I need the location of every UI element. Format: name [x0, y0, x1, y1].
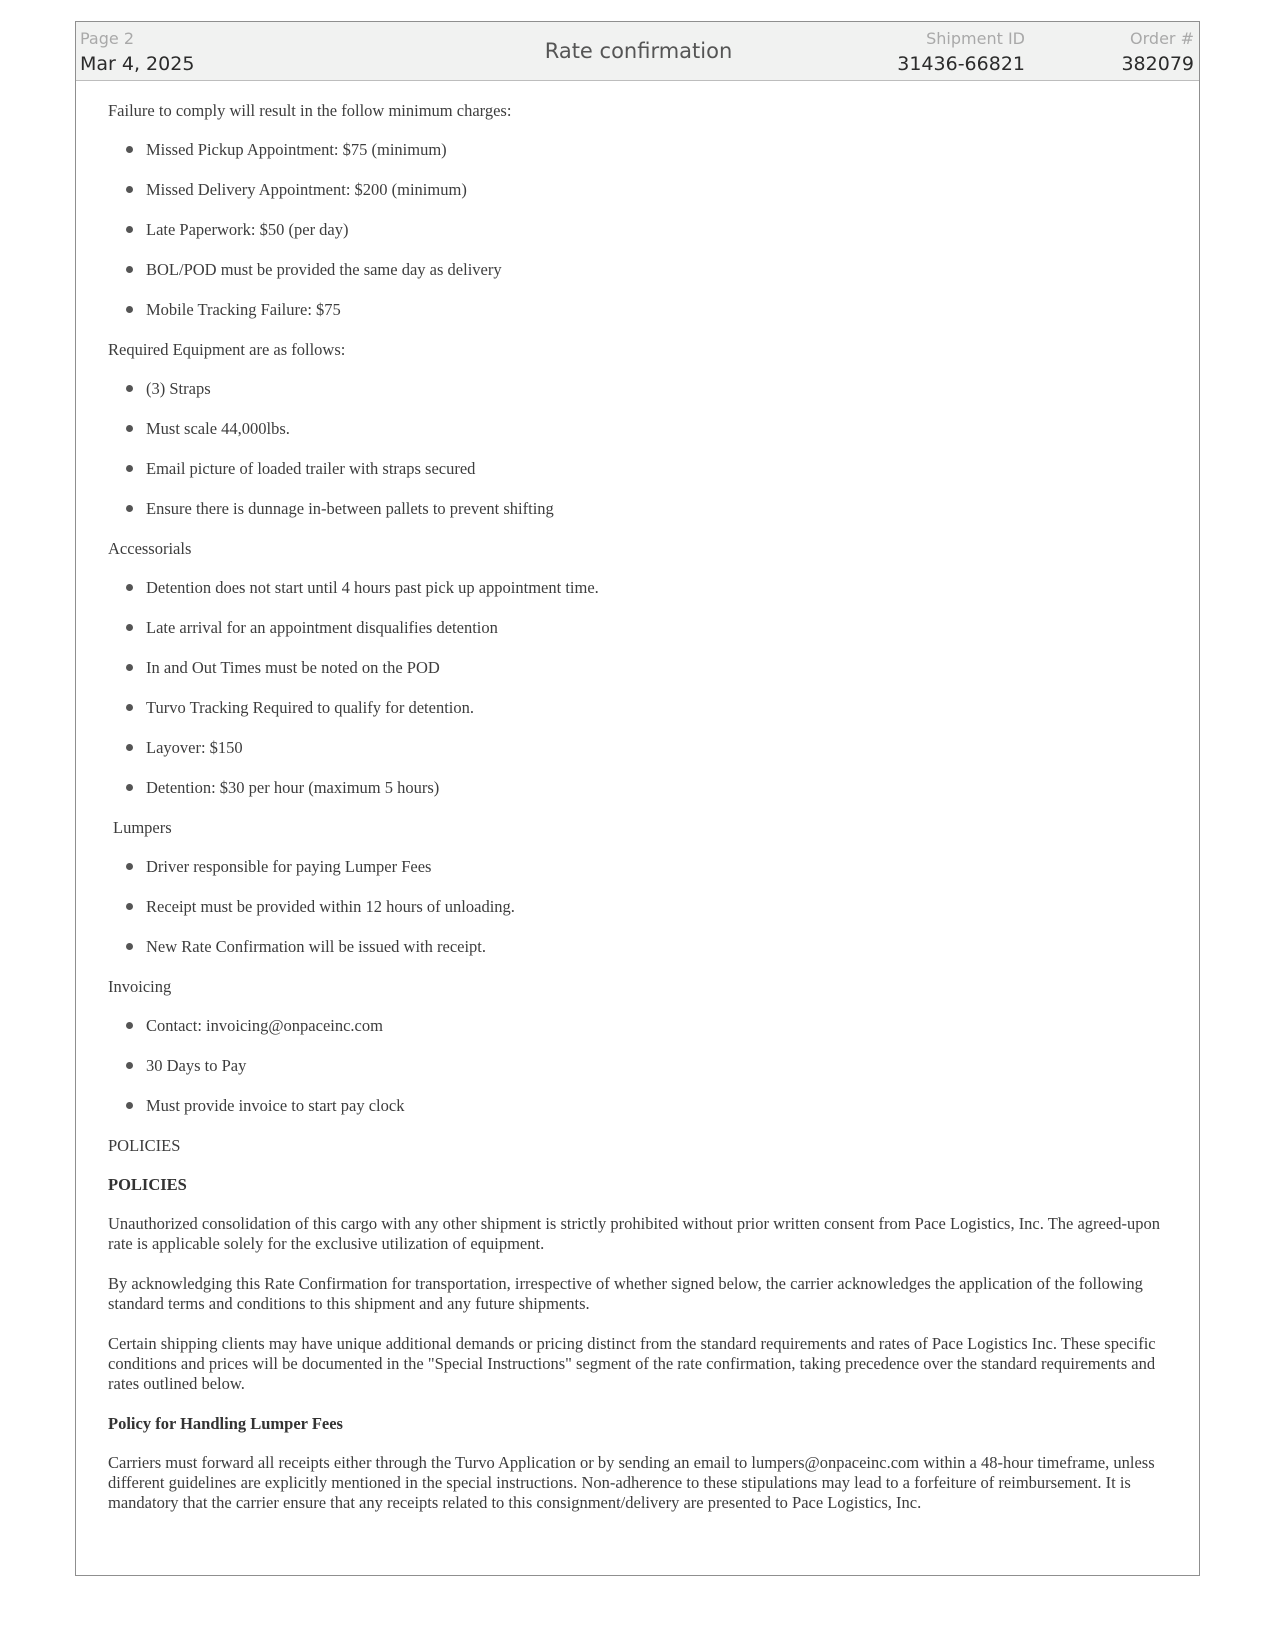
list-item: Driver responsible for paying Lumper Fees — [108, 857, 1178, 877]
document-date: Mar 4, 2025 — [80, 53, 195, 75]
equipment-intro: Required Equipment are as follows: — [108, 340, 346, 359]
policies-label: POLICIES — [108, 1136, 181, 1155]
list-item: Missed Delivery Appointment: $200 (minimum) — [108, 180, 1178, 200]
page-header — [76, 22, 1199, 81]
invoicing-list — [108, 1016, 1178, 1116]
list-item: Turvo Tracking Required to qualify for detention. — [108, 698, 1178, 718]
list-item: 30 Days to Pay — [108, 1056, 1178, 1076]
list-item: Detention: $30 per hour (maximum 5 hours) — [108, 778, 1178, 798]
list-item: Must provide invoice to start pay clock — [108, 1096, 1178, 1116]
charges-list — [108, 140, 1178, 320]
policy-paragraph: Unauthorized consolidation of this cargo with any other shipment is strictly prohibited without prior written consent from Pace Logistics, Inc. The agreed-upon rate is applicable solely for the exclusive utilization of equipment. — [108, 1214, 1160, 1253]
invoicing-heading: Invoicing — [108, 977, 172, 996]
lumper-policy-heading: Policy for Handling Lumper Fees — [108, 1414, 343, 1433]
policy-paragraph: Certain shipping clients may have unique additional demands or pricing distinct from the standard requirements and rates of Pace Logistics Inc. These specific conditions and prices will be documented in the "Special Instructions" segment of the rate confirmation, taking precedence over the standard requirements and rates outlined below. — [108, 1334, 1156, 1393]
list-item: Late arrival for an appointment disqualifies detention — [108, 618, 1178, 638]
equipment-list — [108, 379, 1178, 519]
page-number-label: Page 2 — [80, 29, 134, 48]
order-number-label: Order # — [1130, 29, 1194, 48]
list-item: New Rate Confirmation will be issued with receipt. — [108, 937, 1178, 957]
list-item: BOL/POD must be provided the same day as delivery — [108, 260, 1178, 280]
lumper-policy-paragraph: Carriers must forward all receipts either through the Turvo Application or by sending an email to lumpers@onpaceinc.com within a 48-hour timeframe, unless different guidelines are explicitly mentioned in the special instructions. Non-adherence to these stipulations may lead to a forfeiture of reimbursement. It is mandatory that the carrier ensure that any receipts related to this consignment/delivery are presented to Pace Logistics, Inc. — [108, 1453, 1155, 1512]
list-item: Receipt must be provided within 12 hours of unloading. — [108, 897, 1178, 917]
list-item: Detention does not start until 4 hours past pick up appointment time. — [108, 578, 1178, 598]
policies-heading: POLICIES — [108, 1175, 187, 1194]
list-item: Email picture of loaded trailer with straps secured — [108, 459, 1178, 479]
list-item: Contact: invoicing@onpaceinc.com — [108, 1016, 1178, 1036]
policy-paragraph: By acknowledging this Rate Confirmation for transportation, irrespective of whether signed below, the carrier acknowledges the application of the following standard terms and conditions to this shipment and any future shipments. — [108, 1274, 1143, 1313]
list-item: Missed Pickup Appointment: $75 (minimum) — [108, 140, 1178, 160]
document-page — [75, 21, 1200, 1576]
charges-intro: Failure to comply will result in the follow minimum charges: — [108, 101, 512, 120]
list-item: In and Out Times must be noted on the POD — [108, 658, 1178, 678]
shipment-id-value: 31436-66821 — [897, 53, 1025, 75]
list-item: Layover: $150 — [108, 738, 1178, 758]
list-item: (3) Straps — [108, 379, 1178, 399]
list-item: Late Paperwork: $50 (per day) — [108, 220, 1178, 240]
lumpers-list — [108, 857, 1178, 957]
order-number-value: 382079 — [1121, 53, 1194, 75]
lumpers-heading: Lumpers — [113, 818, 172, 837]
document-body — [108, 101, 1178, 1533]
shipment-id-label: Shipment ID — [926, 29, 1025, 48]
accessorials-heading: Accessorials — [108, 539, 192, 558]
list-item: Ensure there is dunnage in-between pallets to prevent shifting — [108, 499, 1178, 519]
accessorials-list — [108, 578, 1178, 798]
list-item: Must scale 44,000lbs. — [108, 419, 1178, 439]
list-item: Mobile Tracking Failure: $75 — [108, 300, 1178, 320]
document-title: Rate confirmation — [544, 39, 733, 63]
